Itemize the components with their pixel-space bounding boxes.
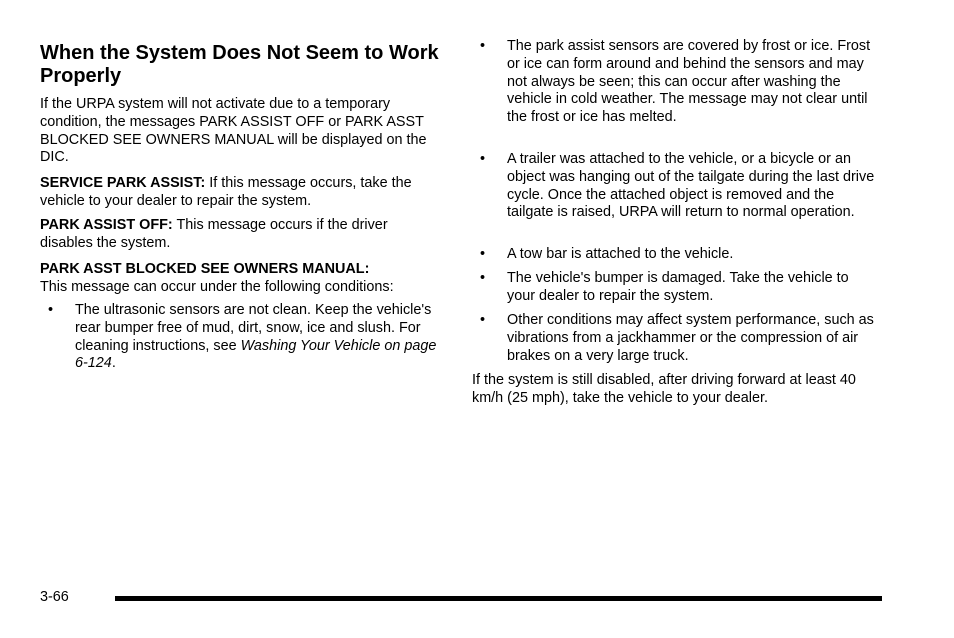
condition-item: The park assist sensors are covered by frost or ice. Frost or ice can form around and behind the sensors and may not always be seen; this can occur after washing the vehicle in cold weather. The message may not clear until the frost or ice has melted. [507, 38, 871, 126]
bullet-icon: • [48, 302, 54, 318]
bullet-icon: • [480, 38, 486, 54]
message-text: This message can occur under the following conditions: [40, 278, 394, 295]
bullet-icon: • [480, 270, 486, 286]
condition-item: A tow bar is attached to the vehicle. [507, 246, 734, 262]
message-term: SERVICE PARK ASSIST: [40, 175, 206, 191]
condition-item: Other conditions may affect system performance, such as vibrations from a jackhammer or the compression of air brakes on a very large truck. [507, 312, 874, 364]
cross-reference: Washing Your Vehicle on page 6-124 [75, 337, 437, 372]
bullet-icon: • [480, 312, 486, 328]
closing-paragraph: If the system is still disabled, after driving forward at least 40 km/h (25 mph), take the vehicle to your dealer. [472, 372, 856, 406]
condition-item: A trailer was attached to the vehicle, or a bicycle or an object was hanging out of the tailgate during the last drive cycle. Once the attached object is removed and the tailgate is raised, URPA will return to normal operation. [507, 151, 875, 221]
condition-text: The ultrasonic sensors are not clean. Keep the vehicle's rear bumper free of mud, dirt, snow, ice and slush. For cleaning instructions, see [75, 302, 432, 354]
page-number: 3-66 [40, 589, 69, 605]
bullet-icon: • [480, 246, 486, 262]
message-term: PARK ASST BLOCKED SEE OWNERS MANUAL: [40, 261, 370, 277]
message-term: PARK ASSIST OFF: [40, 217, 173, 233]
message-park-asst-blocked [40, 261, 444, 297]
message-service-park-assist [40, 175, 440, 211]
section-heading: When the System Does Not Seem to Work Properly [40, 42, 439, 87]
condition-end: . [111, 355, 116, 372]
message-text: If this message occurs, take the vehicle to your dealer to repair the system. [40, 175, 412, 209]
bullet-icon: • [480, 151, 486, 167]
message-park-assist-off [40, 217, 440, 253]
footer-rule [115, 596, 882, 601]
condition-item [75, 302, 440, 373]
intro-paragraph: If the URPA system will not activate due to a temporary condition, the messages PARK ASSIST OFF or PARK ASST BLOCKED SEE OWNERS MANUAL will be displayed on the DIC. [40, 96, 427, 166]
message-text: This message occurs if the driver disables the system. [40, 217, 388, 251]
condition-item: The vehicle's bumper is damaged. Take the vehicle to your dealer to repair the system. [507, 270, 849, 304]
